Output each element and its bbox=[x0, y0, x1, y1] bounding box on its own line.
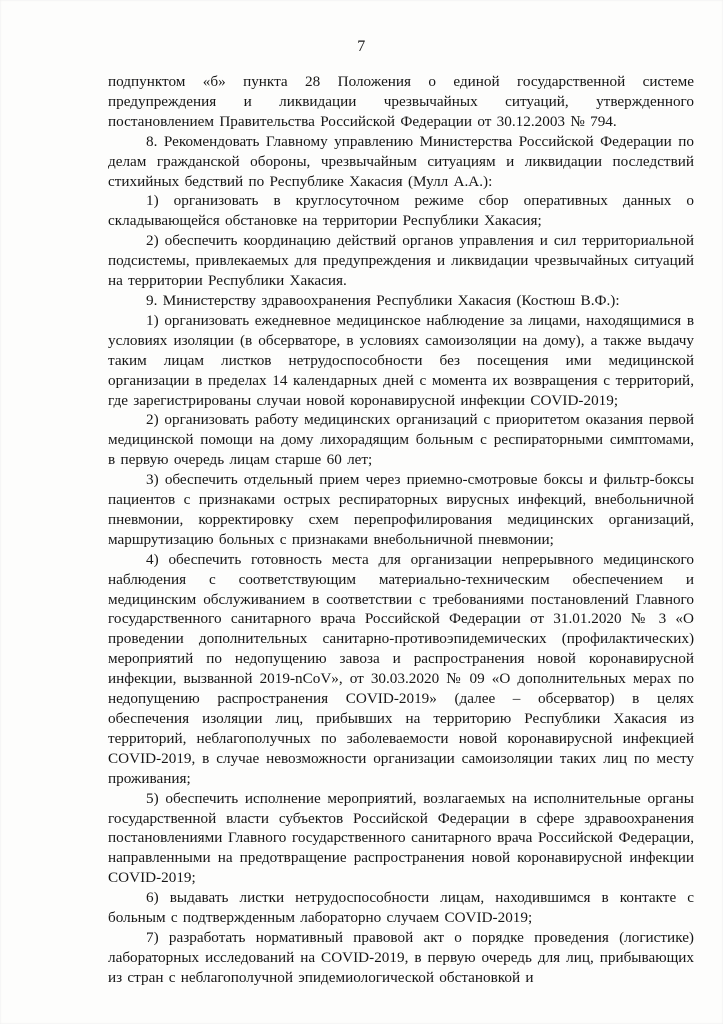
paragraph: 7) разработать нормативный правовой акт о порядке проведения (логистике) лабораторных исследований на COVID-2019, в первую очередь для лиц, прибывающих из стран с неблагополучной эпидемиологической обстановкой и bbox=[108, 928, 694, 986]
paragraph: 2) организовать работу медицинских организаций с приоритетом оказания первой медицинской помощи на дому лихорадящим больным с респираторными симптомами, в первую очередь лицам старше 60 лет; bbox=[108, 411, 694, 469]
paragraph: 6) выдавать листки нетрудоспособности лицам, находившимся в контакте с больным с подтвержденным лабораторно случаем COVID-2019; bbox=[108, 889, 694, 927]
paragraph: 1) организовать ежедневное медицинское наблюдение за лицами, находящимися в условиях изоляции (в обсерваторе, в условиях самоизоляции на дому), а также выдачу таким лицам листков нетрудоспособности без посещения ими медицинской организации в пределах 14 календарных дней с момента их возвращения с территорий, где зарегистрированы случаи новой коронавирусной инфекции COVID-2019; bbox=[108, 311, 694, 409]
paragraph: 5) обеспечить исполнение мероприятий, возлагаемых на исполнительные органы государственной власти субъектов Российской Федерации в сфере здравоохранения постановлениями Главного государственного санитарного врача Российской Федерации, направленными на предотвращение распространения новой коронавирусной инфекции COVID-2019; bbox=[108, 789, 694, 887]
document-body bbox=[108, 72, 694, 988]
paragraph: 4) обеспечить готовность места для организации непрерывного медицинского наблюдения с соответствующим материально-техническим обеспечением и медицинским обслуживанием в соответствии с требованиями постановлений Главного государственного санитарного врача Российской Федерации от 31.01.2020 № 3 «О проведении дополнительных санитарно-противоэпидемических (профилактических) мероприятий по недопущению завоза и распространения новой коронавирусной инфекции, вызванной 2019-nCoV», от 30.03.2020 № 09 «О дополнительных мерах по недопущению распространения COVID-2019» (далее – обсерватор) в целях обеспечения изоляции лиц, прибывших на территорию Республики Хакасия из территорий, неблагополучных по заболеваемости новой коронавирусной инфекцией COVID-2019, в случае невозможности организации самоизоляции таких лиц по месту проживания; bbox=[108, 550, 694, 787]
paragraph: 2) обеспечить координацию действий органов управления и сил территориальной подсистемы, привлекаемых для предупреждения и ликвидации чрезвычайных ситуаций на территории Республики Хакасия. bbox=[108, 232, 694, 290]
page-number: 7 bbox=[357, 38, 366, 55]
paragraph: 8. Рекомендовать Главному управлению Министерства Российской Федерации по делам гражданской обороны, чрезвычайным ситуациям и ликвидации последствий стихийных бедствий по Республике Хакасия (Мулл А.А.): bbox=[108, 132, 694, 190]
paragraph: 1) организовать в круглосуточном режиме сбор оперативных данных о складывающейся обстановке на территории Республики Хакасия; bbox=[108, 192, 694, 230]
paragraph: 9. Министерству здравоохранения Республики Хакасия (Костюш В.Ф.): bbox=[146, 291, 620, 309]
paragraph: подпунктом «б» пункта 28 Положения о единой государственной системе предупреждения и ликвидации чрезвычайных ситуаций, утвержденного постановлением Правительства Российской Федерации от 30.12.2003 № 794. bbox=[108, 73, 694, 130]
paragraph: 3) обеспечить отдельный прием через приемно-смотровые боксы и фильтр-боксы пациентов с признаками острых респираторных вирусных инфекций, внебольничной пневмонии, корректировку схем перепрофилирования медицинских организаций, маршрутизацию больных с признаками внебольничной пневмонии; bbox=[108, 471, 694, 548]
